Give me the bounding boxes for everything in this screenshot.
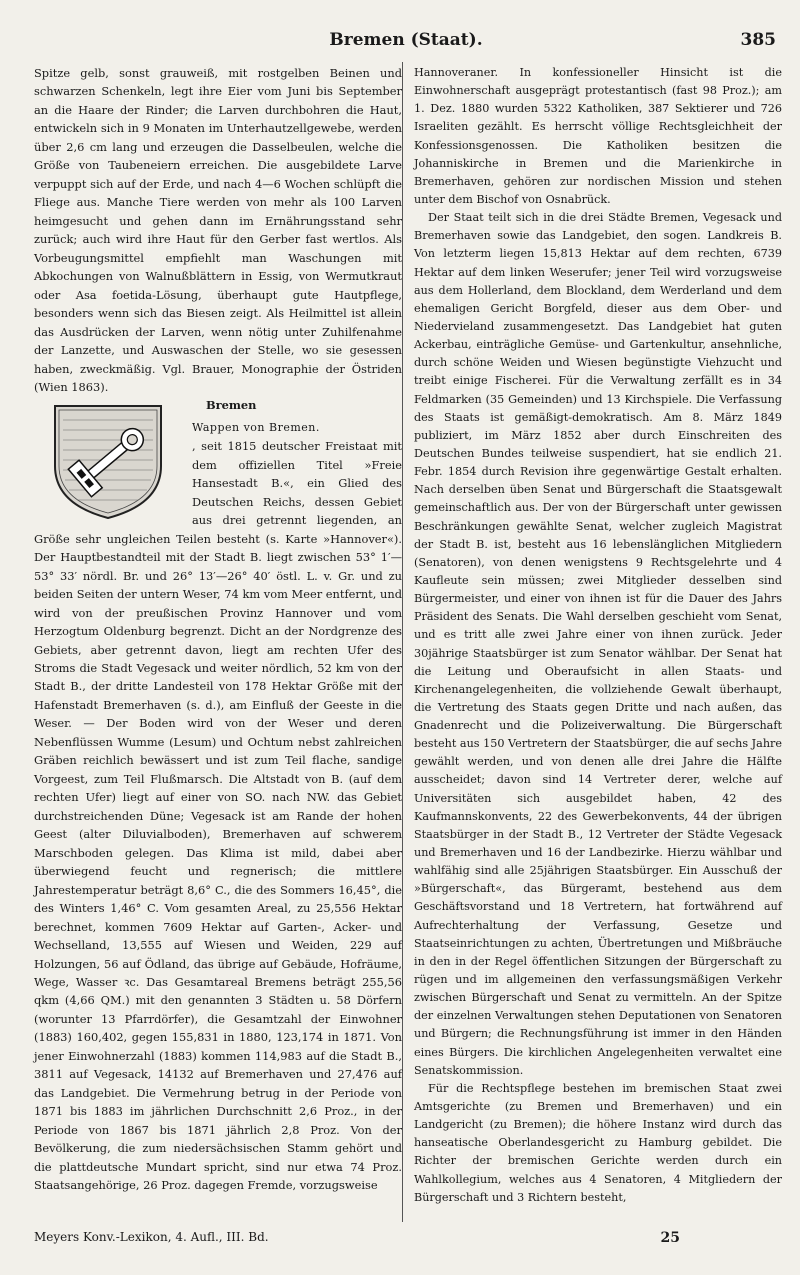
- left-column: [34, 64, 402, 1195]
- paragraph-dasselfliege: Spitze gelb, sonst grauweiß, mit rostgelben Beinen und schwarzen Schenkeln, legt ihre Eier vom Juni bis September an die Haare der Rinder; die Larven durchbohren die Haut, entwickeln sich in 9 Monaten im Unterhautzellgewebe, werden über 2,6 cm lang und erzeugen die Dasselbeulen, welche die Größe von Taubeneiern erreichen. Die ausgebildete Larve verpuppt sich auf der Erde, und nach 4—6 Wochen schlüpft die Fliege aus. Manche Tiere werden von mehr als 100 Larven heimgesucht und gehen dann im Ernährungsstand sehr zurück; auch wird ihre Haut für den Gerber fast wertlos. Als Vorbeugungsmittel empfiehlt man Waschungen mit Abkochungen von Walnußblättern in Essig, von Wermutkraut oder Asa foetida-Lösung, überhaupt gute Hautpflege, besonders wenn sich das Biesen zeigt. Als Heilmittel ist allein das Ausdrücken der Larven, wenn nötig unter Zuhilfenahme der Lanzette, und Auswaschen der Stelle, wo sie gesessen haben, zweckmäßig. Vgl. Brauer, Monographie der Östriden (Wien 1863).: [34, 66, 402, 394]
- figure-caption: Wappen von Bremen.: [192, 420, 320, 434]
- entry-lemma: Bremen: [206, 398, 257, 413]
- signature-mark: 25: [660, 1230, 680, 1246]
- paragraph-verfassung: Der Staat teilt sich in die drei Städte Bremen, Vegesack und Bremerhaven sowie das Landgebiet, den sogen. Landkreis B. Von letzterm liegen 15,813 Hektar auf dem rechten, 6739 Hektar auf dem linken Weserufer; jener Teil wird vorzugsweise aus dem Hollerland, dem Blockland, dem Werderland und dem ehemaligen Gericht Borgfeld, dieser aus dem Ober- und Niedervieland zusammengesetzt. Das Landgebiet hat guten Ackerbau, einträgliche Gemüse- und Gartenkultur, ansehnliche, durch schöne Weiden und Wiesen begünstigte Viehzucht und treibt einige Fischerei. Für die Verwaltung zerfällt es in 34 Feldmarken (35 Gemeinden) und 13 Kirchspiele. Die Verfassung des Staats ist gemäßigt-demokratisch. Am 8. März 1849 publiziert, im März 1852 aber durch Einschreiten des Deutschen Bundes teilweise suspendiert, hat sie endlich 21. Febr. 1854 durch Revision ihre gegenwärtige Gestalt erhalten. Nach derselben üben Senat und Bürgerschaft die Staatsgewalt gemeinschaftlich aus. Der von der Bürgerschaft unter gewissen Beschränkungen gewählte Senat, welcher zugleich Magistrat der Stadt B. ist, besteht aus 16 lebenslänglichen Mitgliedern (Senatoren), von denen wenigstens 9 Rechtsgelehrte und 4 Kaufleute sein müssen; zwei Mitglieder desselben sind Bürgermeister, und einer von ihnen ist für die Dauer des Jahrs Präsident des Senats. Die Wahl derselben geschieht vom Senat, und es tritt alle zwei Jahre einer von ihnen zurück. Jeder 30jährige Staatsbürger ist zum Senator wählbar. Der Senat hat die Leitung und Oberaufsicht in allen Staats- und Kirchenangelegenheiten, die vollziehende Gewalt überhaupt, die Vertretung des Staats gegen Dritte und nach außen, das Gnadenrecht und die Polizeiverwaltung. Die Bürgerschaft besteht aus 150 Vertretern der Staatsbürger, die auf sechs Jahre gewählt werden, und von denen alle drei Jahre die Hälfte ausscheidet; davon sind 14 Vertreter derer, welche auf Universitäten sich ausgebildet haben, 42 des Kaufmannskonvents, 22 des Gewerbekonvents, 44 der übrigen Staatsbürger in der Stadt B., 12 Vertreter der Städte Vegesack und Bremerhaven und 16 der Landbezirke. Hierzu wählbar und wahlfähig sind alle 25jährigen Staatsbürger. Ein Ausschuß der »Bürgerschaft«, das Bürgeramt, bestehend aus dem Geschäftsvorstand und 18 Vertretern, hat fortwährend auf Aufrechterhaltung der Verfassung, Gesetze und Staatseinrichtungen zu achten, Übertretungen und Mißbräuche in den in der Regel öffentlichen Sitzungen der Bürgerschaft zu rügen und im allgemeinen den verfassungsmäßigen Verkehr zwischen Bürgerschaft und Senat zu vermitteln. An der Spitze der einzelnen Verwaltungen stehen Deputationen von Senatoren und Bürgern; die Rechnungsführung ist immer in den Händen eines Bürgers. Die kirchlichen Angelegenheiten verwaltet eine Senatskommission.: [414, 211, 782, 1077]
- paragraph-rechtspflege: Für die Rechtspflege bestehen im bremischen Staat zwei Amtsgerichte (zu Bremen und Bremerhaven) und ein Landgericht (zu Bremen); die höhere Instanz wird durch das hanseatische Oberlandesgericht zu Hamburg gebildet. Die Richter der bremischen Gerichte werden durch ein Wahlkollegium, welches aus 4 Senatoren, 4 Mitgliedern der Bürgerschaft und 3 Richtern besteht,: [414, 1081, 782, 1204]
- paragraph-konfession: Hannoveraner. In konfessioneller Hinsicht ist die Einwohnerschaft ausgeprägt protestantisch (fast 98 Proz.); am 1. Dez. 1880 wurden 5322 Katholiken, 387 Sektierer und 726 Israeliten gezählt. Es herrscht völlige Rechtsgleichheit der Konfessionsgenossen. Die Katholiken besitzen die Johanniskirche in Bremen und die Marienkirche in Bremerhaven, gehören zur nordischen Mission und stehen unter dem Bischof von Osnabrück.: [414, 66, 782, 206]
- running-title: Bremen (Staat).: [329, 30, 483, 50]
- page-header: [36, 30, 776, 56]
- coat-of-arms-figure: [34, 400, 182, 522]
- bremen-coat-of-arms-icon: [49, 400, 167, 522]
- imprint: Meyers Konv.-Lexikon, 4. Aufl., III. Bd.: [34, 1230, 269, 1244]
- column-divider: [402, 62, 403, 1222]
- right-column: [414, 64, 782, 1207]
- entry-text: , seit 1815 deutscher Freistaat mit dem offiziellen Titel »Freie Hansestadt B.«, ein Glied des Deutschen Reichs, dessen Gebiet aus drei getrennt liegenden, an Größe sehr ungleichen Teilen besteht (s. Karte »Hannover«). Der Hauptbestandteil mit der Stadt B. liegt zwischen 53° 1′—53° 33′ nördl. Br. und 26° 13′—26° 40′ östl. L. v. Gr. und zu beiden Seiten der untern Weser, 74 km vom Meer entfernt, und wird von der preußischen Provinz Hannover und vom Herzogtum Oldenburg begrenzt. Dicht an der Nordgrenze des Gebiets, aber getrennt davon, liegt am rechten Ufer des Stroms die Stadt Vegesack und weiter nördlich, 52 km von der Stadt B., der dritte Landesteil von 178 Hektar Größe mit der Hafenstadt Bremerhaven (s. d.), am Einfluß der Geeste in die Weser. — Der Boden wird von der Weser und deren Nebenflüssen Wumme (Lesum) und Ochtum nebst zahlreichen Gräben reichlich bewässert und ist zum Teil flache, sandige Vorgeest, zum Teil Flußmarsch. Die Altstadt von B. (auf dem rechten Ufer) liegt auf einer von SO. nach NW. das Gebiet durchstreichenden Düne; Vegesack ist am Rande der hohen Geest (alter Diluvialboden), Bremerhaven auf schwerem Marschboden gelegen. Das Klima ist mild, dabei aber überwiegend feucht und regnerisch; die mittlere Jahrestemperatur beträgt 8,6° C., die des Sommers 16,45°, die des Winters 1,46° C. Vom gesamten Areal, zu 25,556 Hektar berechnet, kommen 7609 Hektar auf Garten-, Acker- und Wechselland, 13,555 auf Wiesen und Weiden, 229 auf Holzungen, 56 auf Ödland, das übrige auf Gebäude, Hofräume, Wege, Wasser ꝛc. Das Gesamtareal Bremens beträgt 255,56 qkm (4,66 QM.) mit den genannten 3 Städten u. 58 Dörfern (worunter 13 Pfarrdörfer), die Gesamtzahl der Einwohner (1883) 160,402, gegen 155,831 in 1880, 123,174 in 1871. Von jener Einwohnerzahl (1883) kommen 114,983 auf die Stadt B., 3811 auf Vegesack, 14132 auf Bremerhaven und 27,476 auf das Landgebiet. Die Vermehrung betrug in der Periode von 1871 bis 1883 im jährlichen Durchschnitt 2,6 Proz., in der Periode von 1867 bis 1871 jährlich 2,8 Proz. Von der Bevölkerung, die zum niedersächsischen Stamm gehört und die plattdeutsche Mundart spricht, sind nur etwa 74 Proz. Staatsangehörige, 26 Proz. dagegen Fremde, vorzugsweise: [34, 439, 402, 1193]
- paragraph-bremen-entry: [34, 396, 402, 414]
- page-footer: [34, 1230, 776, 1252]
- page-number: 385: [740, 30, 776, 50]
